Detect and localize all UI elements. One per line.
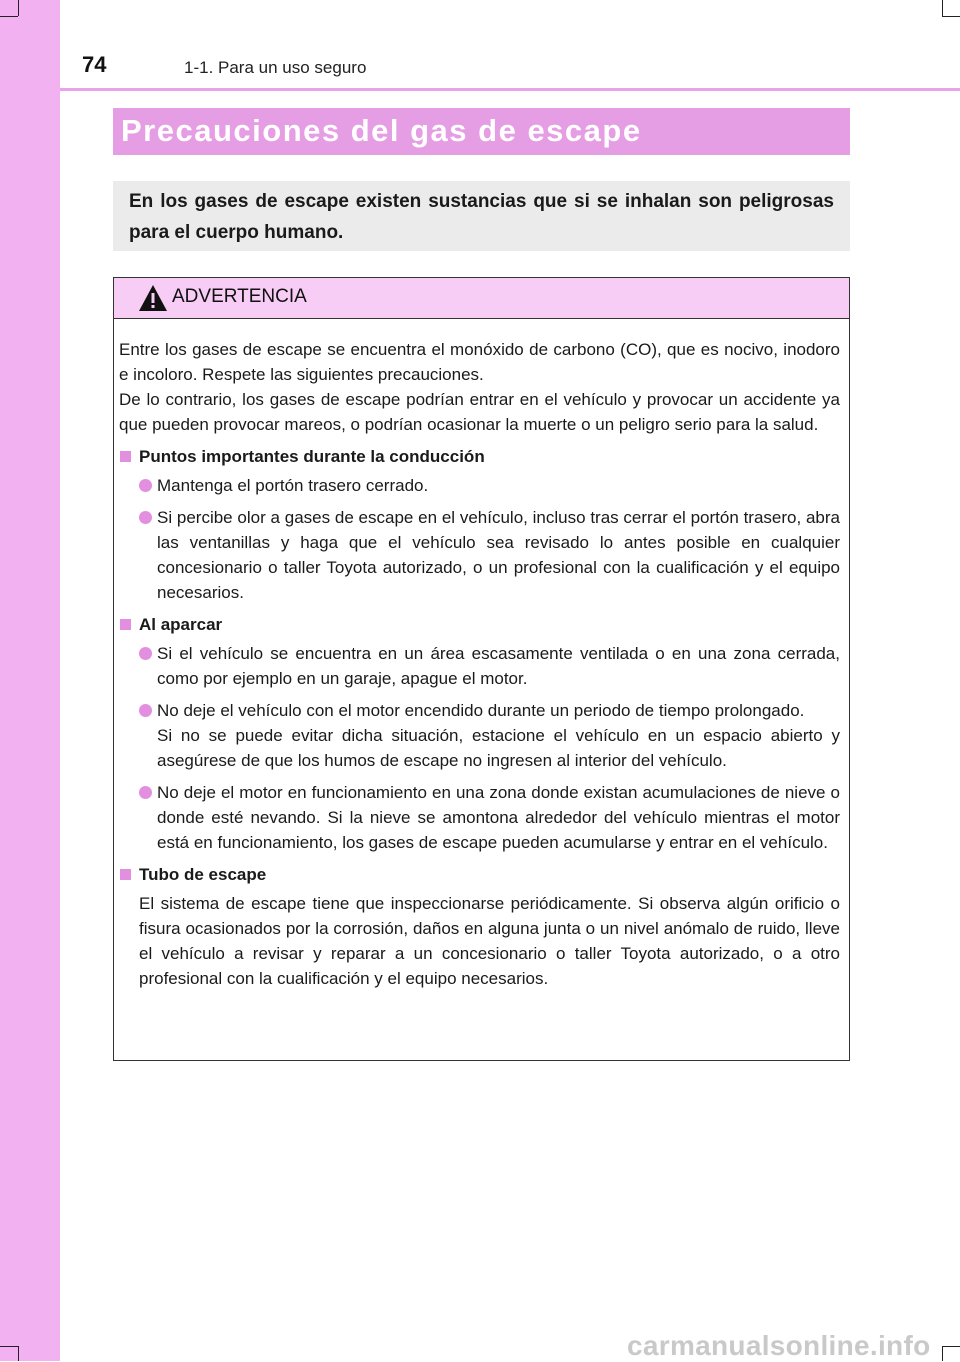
section-title-bar (113, 108, 850, 155)
crop-mark (18, 1346, 19, 1361)
list-item: No deje el motor en funcionamiento en una zona donde existan acumulaciones de nieve o donde esté nevando. Si la nieve se amontona alrededor del vehículo mientras el motor está en funcionamiento, los gases de escape pueden acumularse y entrar en el vehículo. (119, 780, 840, 855)
square-bullet-icon (120, 619, 131, 630)
warning-intro-text: De lo contrario, los gases de escape podrían entrar en el vehículo y provocar un accidente ya que pueden provocar mareos, o podrían ocasionar la muerte o un peligro serio para la salud. (119, 390, 840, 434)
warning-box (113, 277, 850, 1061)
round-bullet-icon (139, 786, 152, 799)
warning-label: ADVERTENCIA (172, 286, 307, 307)
page-number: 74 (82, 52, 107, 77)
section-heading: Al aparcar (119, 612, 840, 637)
page-sidebar-tab (0, 0, 60, 1361)
section-heading: Puntos importantes durante la conducción (119, 444, 840, 469)
section-heading: Tubo de escape (119, 862, 840, 887)
warning-body (114, 319, 849, 991)
round-bullet-icon (139, 511, 152, 524)
watermark: carmanualsonline.info (627, 1330, 931, 1361)
header-rule (60, 88, 960, 91)
section-title: Precauciones del gas de escape (121, 113, 642, 148)
crop-mark (18, 0, 19, 16)
intro-box: En los gases de escape existen sustancias que si se inhalan son peligrosas para el cuerpo humano. (113, 181, 850, 251)
crop-mark (942, 1346, 960, 1347)
warning-intro-text: Entre los gases de escape se encuentra el monóxido de carbono (CO), que es nocivo, inodoro e incoloro. Respete las siguientes precauciones. (119, 340, 840, 384)
warning-triangle-icon (138, 284, 168, 312)
square-bullet-icon (120, 451, 131, 462)
crop-mark (942, 1346, 943, 1361)
round-bullet-icon (139, 647, 152, 660)
page-header (60, 0, 960, 92)
round-bullet-icon (139, 704, 152, 717)
crop-mark (0, 16, 18, 17)
list-item: Mantenga el portón trasero cerrado. (119, 473, 840, 498)
list-item: No deje el vehículo con el motor encendido durante un periodo de tiempo prolongado. Si no se puede evitar dicha situación, estacione el vehículo en un espacio abierto y asegúrese de que los humos de escape no ingresen al interior del vehículo. (119, 698, 840, 773)
round-bullet-icon (139, 479, 152, 492)
list-item: Si percibe olor a gases de escape en el vehículo, incluso tras cerrar el portón trasero, abra las ventanillas y haga que el vehículo sea revisado lo antes posible en cualquier concesionario o taller Toyota autorizado, o un profesional con la cualificación y el equipo necesarios. (119, 505, 840, 605)
section-text: El sistema de escape tiene que inspeccionarse periódicamente. Si observa algún orificio o fisura ocasionados por la corrosión, daños en alguna junta o un nivel anómalo de ruido, lleve el vehículo a revisar y reparar a un concesionario o taller Toyota autorizado, o a otro profesional con la cualificación y el equipo necesarios. (139, 894, 840, 988)
list-item: Si el vehículo se encuentra en un área escasamente ventilada o en una zona cerrada, como por ejemplo en un garaje, apague el motor. (119, 641, 840, 691)
chapter-title: 1-1. Para un uso seguro (184, 58, 367, 77)
warning-header (114, 278, 849, 319)
square-bullet-icon (120, 869, 131, 880)
crop-mark (0, 1346, 18, 1347)
